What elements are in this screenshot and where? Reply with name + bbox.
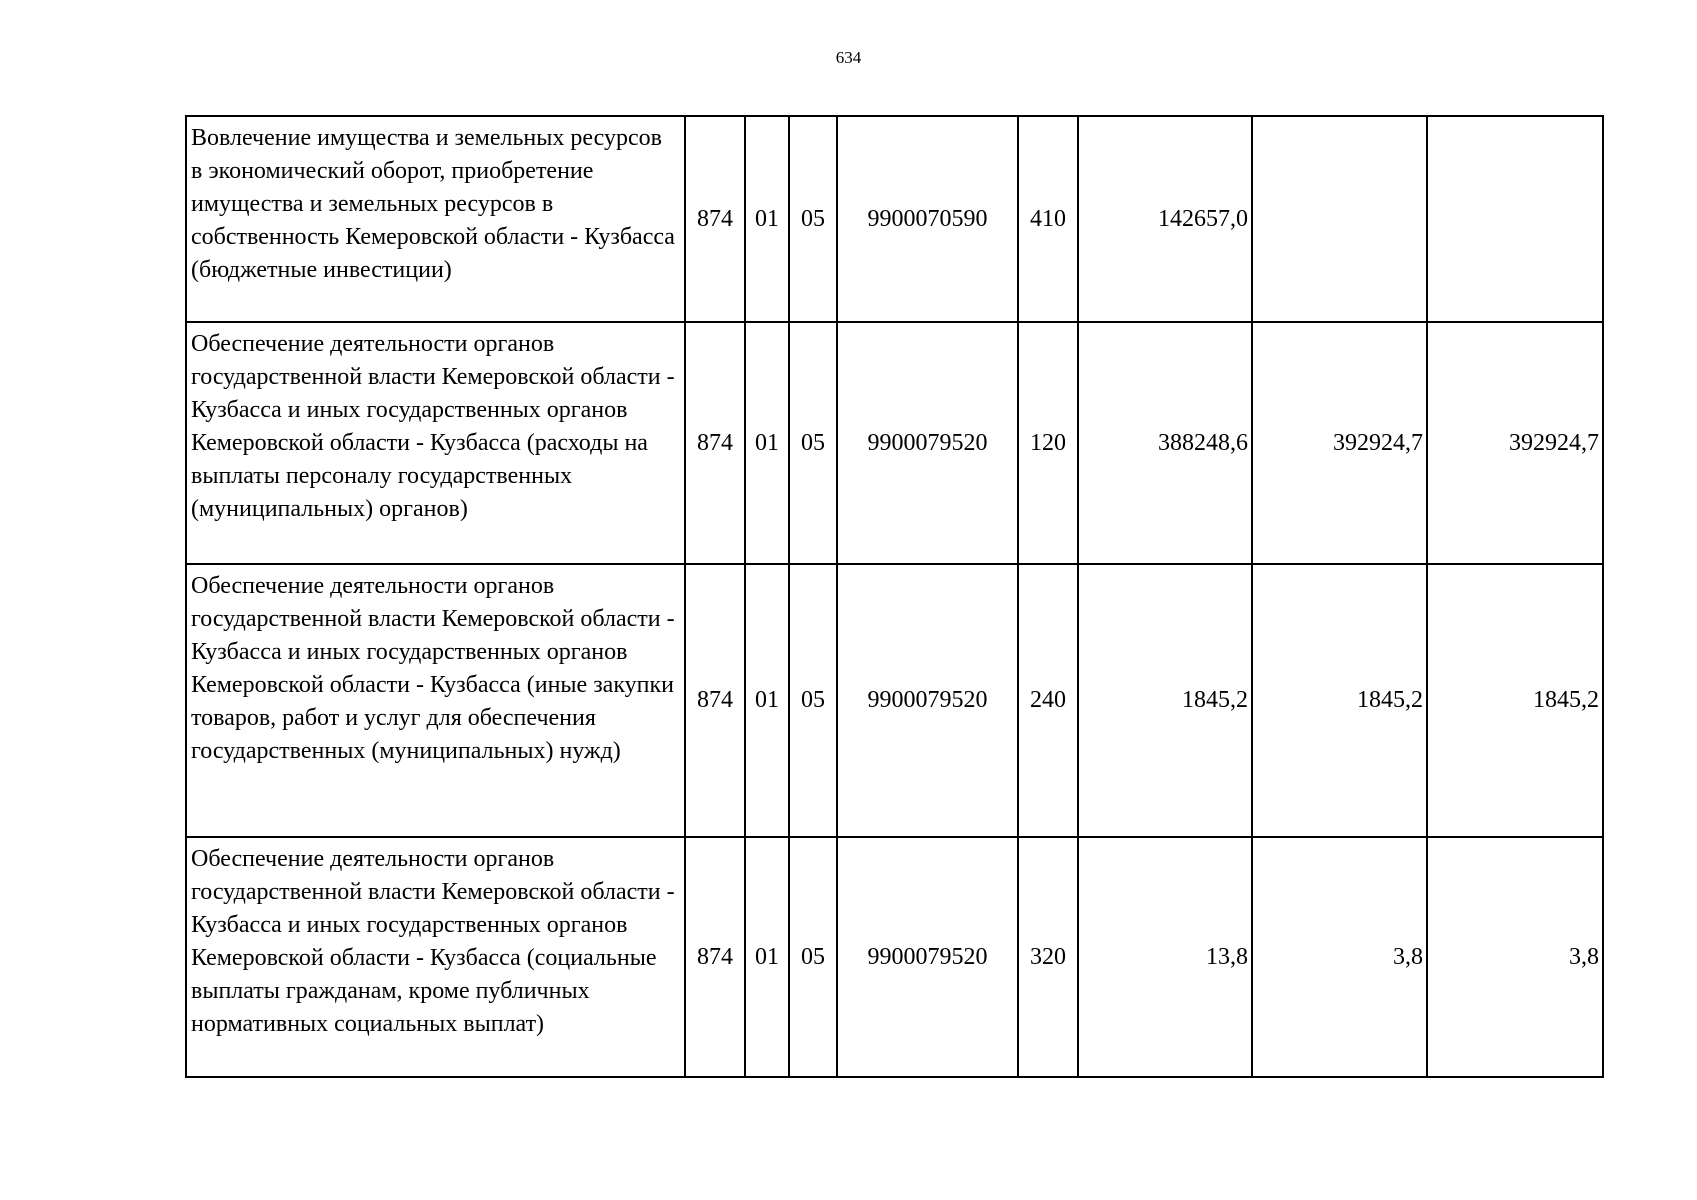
sum-year-1: 13,8 bbox=[1078, 837, 1252, 1077]
table-row bbox=[186, 564, 1603, 837]
ministry-code: 874 bbox=[685, 116, 745, 322]
sum-year-3: 392924,7 bbox=[1427, 322, 1603, 564]
sum-year-1: 1845,2 bbox=[1078, 564, 1252, 837]
target-article-code: 9900079520 bbox=[837, 322, 1018, 564]
target-article-code: 9900070590 bbox=[837, 116, 1018, 322]
ministry-code: 874 bbox=[685, 837, 745, 1077]
sum-year-1: 142657,0 bbox=[1078, 116, 1252, 322]
sum-year-2 bbox=[1252, 116, 1427, 322]
subsection-code: 05 bbox=[789, 564, 837, 837]
page-number: 634 bbox=[835, 48, 862, 67]
section-code: 01 bbox=[745, 837, 789, 1077]
section-code: 01 bbox=[745, 564, 789, 837]
row-description: Обеспечение деятельности органов государственной власти Кемеровской области - Кузбасса и иных государственных органов Кемеровской области - Кузбасса (социальные выплаты гражданам, кроме публичных нормативных социальных выплат) bbox=[186, 837, 685, 1077]
sum-year-2: 3,8 bbox=[1252, 837, 1427, 1077]
row-description: Обеспечение деятельности органов государственной власти Кемеровской области - Кузбасса и иных государственных органов Кемеровской области - Кузбасса (иные закупки товаров, работ и услуг для обеспечения государственных (муниципальных) нужд) bbox=[186, 564, 685, 837]
section-code: 01 bbox=[745, 116, 789, 322]
sum-year-3: 3,8 bbox=[1427, 837, 1603, 1077]
subsection-code: 05 bbox=[789, 322, 837, 564]
ministry-code: 874 bbox=[685, 564, 745, 837]
table-row bbox=[186, 322, 1603, 564]
ministry-code: 874 bbox=[685, 322, 745, 564]
row-description: Обеспечение деятельности органов государственной власти Кемеровской области - Кузбасса и иных государственных органов Кемеровской области - Кузбасса (расходы на выплаты персоналу государственных (муниципальных) органов) bbox=[186, 322, 685, 564]
expense-type-code: 410 bbox=[1018, 116, 1078, 322]
sum-year-3: 1845,2 bbox=[1427, 564, 1603, 837]
sum-year-1: 388248,6 bbox=[1078, 322, 1252, 564]
expense-type-code: 120 bbox=[1018, 322, 1078, 564]
sum-year-3 bbox=[1427, 116, 1603, 322]
expense-type-code: 320 bbox=[1018, 837, 1078, 1077]
section-code: 01 bbox=[745, 322, 789, 564]
subsection-code: 05 bbox=[789, 116, 837, 322]
subsection-code: 05 bbox=[789, 837, 837, 1077]
target-article-code: 9900079520 bbox=[837, 837, 1018, 1077]
table-row bbox=[186, 116, 1603, 322]
table-row bbox=[186, 837, 1603, 1077]
target-article-code: 9900079520 bbox=[837, 564, 1018, 837]
row-description: Вовлечение имущества и земельных ресурсов в экономический оборот, приобретение имущества и земельных ресурсов в собственность Кемеровской области - Кузбасса (бюджетные инвестиции) bbox=[186, 116, 685, 322]
budget-table bbox=[185, 115, 1604, 1078]
sum-year-2: 1845,2 bbox=[1252, 564, 1427, 837]
expense-type-code: 240 bbox=[1018, 564, 1078, 837]
sum-year-2: 392924,7 bbox=[1252, 322, 1427, 564]
